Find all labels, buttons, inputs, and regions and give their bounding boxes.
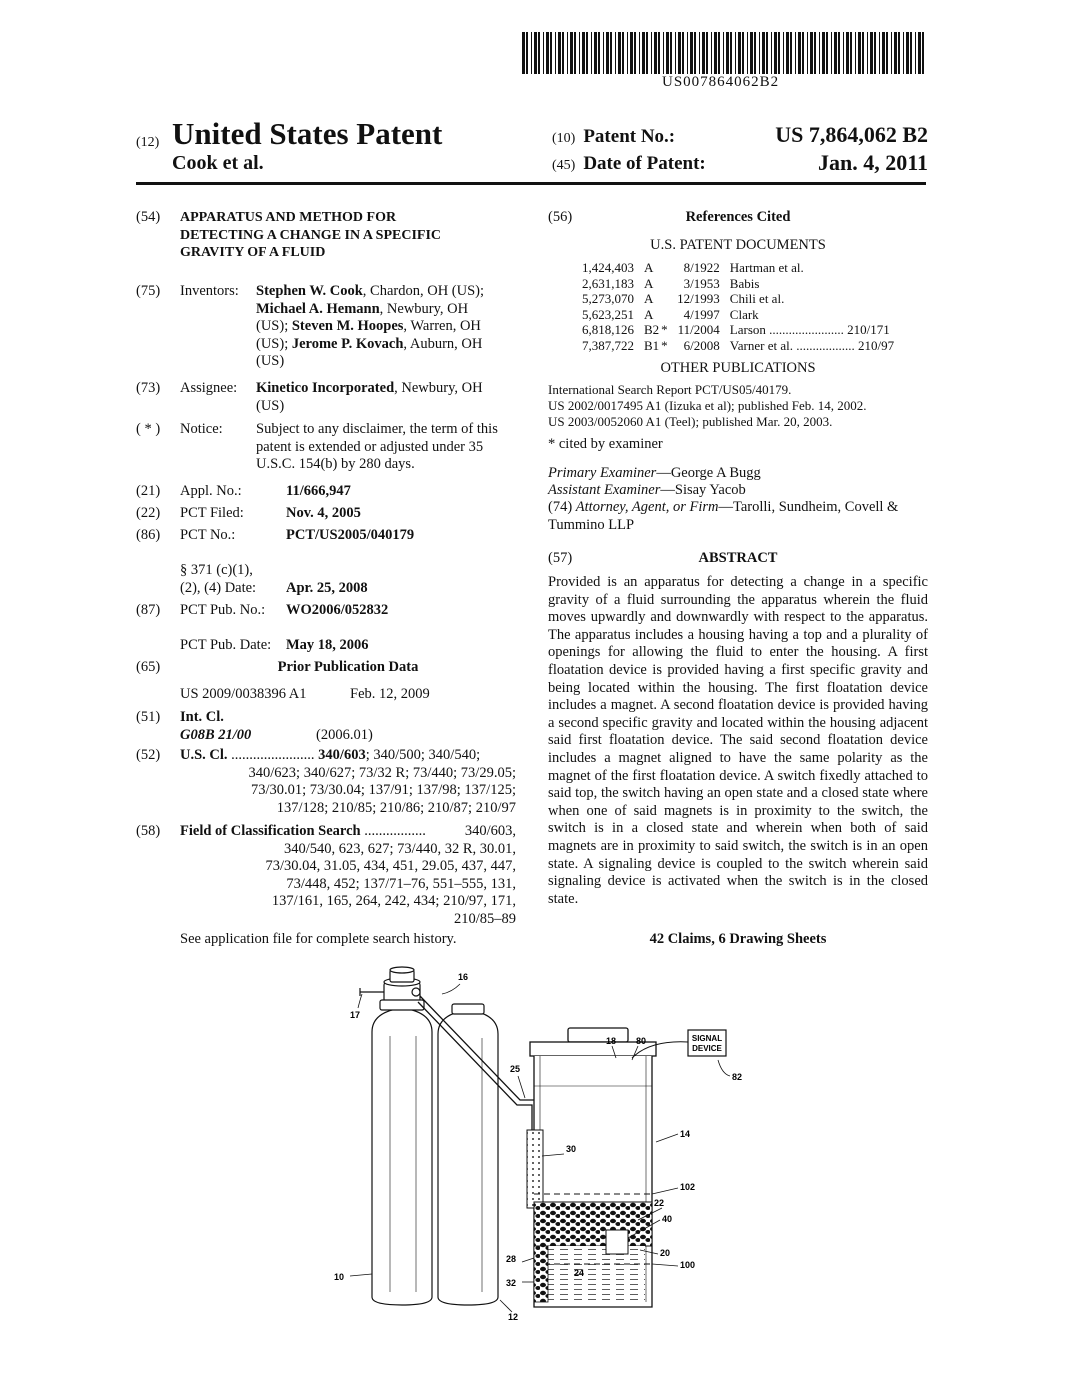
code-notice: ( * ) [136,421,161,437]
prior-pub-date: Feb. 12, 2009 [350,686,430,702]
field-search-first: 340/603, [464,823,516,839]
signal-box-line-2: DEVICE [692,1044,722,1053]
label-28: 28 [506,1254,517,1264]
reference-date: 12/1993 [677,291,720,306]
abstract-text: Provided is an apparatus for detecting a change in a specific gravity of a fluid surrounding the apparatus wherein the fluid moves upwardly and downwardly with respect to the apparatus. The apparatus includes a housing having a top and a plurality of openings for allowing the fluid to enter the housing. A first floatation device is provided having a first specific gravity and being located within the housing. The first floatation device includes a magnet. A second floatation device is provided having a second specific gravity and located within the housing adjacent said first floatation device. The said second floatation device includes a magnet aligned to have the same polarity as the magnet of the first floatation device. A switch fixedly attached to said top, the switch having an open state and a closed state where when one of said magnets is in proximity to the switch, the switch is in a closed state and wherein when both of said magnets are in proximity to said switch, the switch is in an open state. A signaling device is coupled to the switch wherein said signaling device is activated when the switch is in the closed state. [548,574,928,907]
assignee-country: (US) [256,397,285,414]
field-search-dots: ................. [360,823,426,839]
int-cl-year: (2006.01) [316,727,373,743]
reference-number: 6,818,126 [582,322,634,337]
code-57: (57) [548,550,573,566]
attorney-label: Attorney, Agent, or Firm [575,499,719,515]
other-pub-1: International Search Report PCT/US05/40179. [548,382,792,397]
label-12: 12 [508,1312,519,1322]
date-row [552,153,706,175]
reference-date: 8/1922 [683,260,720,275]
reference-row [582,291,898,307]
field-of-search [180,823,516,928]
fluid-region [541,1246,645,1302]
code-45: (45) [552,158,576,173]
pct-filed-value: Nov. 4, 2005 [286,505,361,521]
document-title: United States Patent [172,116,443,151]
reference-row [582,260,898,276]
references-table [582,260,898,353]
reference-date: 4/1997 [683,306,720,322]
appl-no-value: 11/666,947 [286,483,351,499]
tank-2 [438,1004,498,1305]
label-14: 14 [680,1129,691,1139]
reference-kind: B1 [644,337,660,353]
us-cl-line-2: 73/30.01; 73/30.04; 137/91; 137/98; 137/125; [250,782,516,798]
us-cl-line-3: 137/128; 210/85; 210/86; 210/87; 210/97 [276,799,516,816]
code-10: (10) [552,131,576,146]
code-58: (58) [136,823,161,839]
see-application-file: See application file for complete search history. [180,931,457,947]
us-cl [180,747,516,817]
other-pubs [548,382,866,430]
reference-star [661,260,677,276]
inventor-3-country: (US); [256,335,292,352]
prior-pub-heading: Prior Publication Data [277,659,419,675]
code-51: (51) [136,709,161,725]
code-21: (21) [136,483,161,499]
notice-line-2: patent is extended or adjusted under 35 [256,438,484,455]
date-label: Date of Patent: [583,153,706,174]
code-52: (52) [136,747,161,763]
int-cl-label: Int. Cl. [180,709,224,725]
inventor-2-place: , Newbury, OH [379,300,469,317]
patent-no-row [552,126,675,148]
label-17: 17 [350,1010,361,1020]
assignee-place: , Newbury, OH [394,380,483,396]
reference-number: 7,387,722 [582,337,634,353]
label-16: 16 [458,972,469,982]
float-40 [606,1230,628,1254]
inventor-short: Cook et al. [172,152,264,174]
attorney-line-2: Tummino LLP [548,516,635,533]
pct-pub-no-label: PCT Pub. No.: [180,602,266,618]
label-22: 22 [654,1198,665,1208]
us-cl-primary: 340/603 [318,747,366,763]
notice-line-1: Subject to any disclaimer, the term of this [256,421,498,437]
inventors-label: Inventors: [180,283,239,299]
code-65: (65) [136,659,161,675]
primary-examiner [548,465,761,483]
code-87: (87) [136,602,161,618]
reference-star: * [661,322,668,337]
reference-star [661,276,677,292]
gravel-bed [534,1202,652,1246]
field-search-line-1: 340/540, 623, 627; 73/440, 32 R, 30.01, [283,840,516,857]
label-24: 24 [574,1268,585,1278]
invention-title [180,209,441,262]
label-40: 40 [662,1214,673,1224]
code-75: (75) [136,283,161,299]
other-pubs-heading: OTHER PUBLICATIONS [660,360,816,376]
reference-name: Chili et al. [729,291,785,306]
prior-pub-no: US 2009/0038396 A1 [180,686,307,702]
barcode-image [522,32,928,74]
inventor-3-place: , Warren, OH [403,318,481,334]
s371-value: Apr. 25, 2008 [286,580,368,596]
reference-date: 3/1953 [683,275,720,291]
us-cl-rest: ; 340/500; 340/540; [365,747,481,763]
other-pub-3: US 2003/0052060 A1 (Teel); published Mar. 20, 2003. [548,414,833,429]
reference-star [661,291,677,307]
assistant-examiner-label: Assistant Examiner [548,482,661,498]
field-search-line-2: 73/30.04, 31.05, 434, 451, 29.05, 437, 447, [265,858,516,874]
signal-box-line-1: SIGNAL [691,1034,723,1043]
inventor-1: Stephen W. Cook [256,283,363,299]
us-cl-line-1: 340/623; 340/627; 73/32 R; 73/440; 73/29.05; [248,764,516,781]
cited-by-examiner: * cited by examiner [548,436,663,452]
code-73: (73) [136,380,161,396]
tank-1 [372,1008,432,1305]
s371-line-1: § 371 (c)(1), [180,562,253,578]
code-86: (86) [136,527,161,543]
references-heading: References Cited [685,209,791,225]
field-search-line-3: 73/448, 452; 137/71–76, 551–555, 131, [286,875,516,892]
reference-row [582,307,898,323]
left-column [0,0,540,960]
reference-row [582,338,898,354]
barcode-number: US007864062B2 [662,74,780,90]
reference-kind: A [644,275,654,291]
attorney-line-1: —Tarolli, Sundheim, Covell & [718,499,899,515]
field-search-label: Field of Classification Search [180,823,361,839]
code-56: (56) [548,209,573,225]
attorney [548,499,928,534]
other-pub-2: US 2002/0017495 A1 (Iizuka et al); published Feb. 14, 2002. [548,398,867,413]
label-10: 10 [334,1272,345,1282]
notice-label: Notice: [180,421,223,437]
code-54: (54) [136,209,161,225]
patent-number: US 7,864,062 B2 [775,122,928,147]
inventor-2-country: (US); [256,318,292,334]
assistant-examiner [548,482,746,500]
int-cl-class: G08B 21/00 [180,727,252,743]
us-cl-label: U.S. Cl. [180,747,228,763]
reference-star: * [661,337,668,353]
inventor-4-country: (US) [256,353,285,369]
reference-date: 11/2004 [677,322,720,337]
pct-pub-no-value: WO2006/052832 [286,602,389,618]
label-32: 32 [506,1278,517,1288]
reference-number: 5,623,251 [582,306,634,322]
code-12: (12) [136,135,160,150]
inventor-4-place: , Auburn, OH [403,335,483,352]
label-18: 18 [606,1036,617,1046]
assignee-label: Assignee: [180,380,238,396]
code-74: (74) [548,499,576,515]
pct-no-value: PCT/US2005/040179 [286,527,415,543]
assignee-name: Kinetico Incorporated [256,380,395,396]
us-cl-dots: ....................... [227,747,315,763]
patent-no-label: Patent No.: [583,126,676,147]
assignee-value [256,380,521,415]
notice-line-3: U.S.C. 154(b) by 280 days. [256,456,415,472]
reference-star [661,307,677,323]
label-102: 102 [680,1182,696,1192]
field-search-line-4: 137/161, 165, 264, 242, 434; 210/97, 171, [271,893,516,909]
title-line-1: APPARATUS AND METHOD FOR [180,210,397,225]
reference-name: Larson ....................... 210/171 [729,322,890,337]
label-30: 30 [566,1144,577,1154]
label-20: 20 [660,1248,671,1258]
reference-kind: A [644,291,654,306]
float-tube [527,1130,543,1208]
s371-line-2: (2), (4) Date: [180,580,257,596]
pct-pub-date-label: PCT Pub. Date: [180,637,272,653]
reference-date: 6/2008 [683,337,720,353]
inventor-4: Jerome P. Kovach [291,335,404,352]
reference-kind: A [644,306,654,322]
primary-examiner-name: —George A Bugg [656,465,761,481]
label-100: 100 [680,1260,696,1270]
reference-row [582,276,898,292]
us-docs-heading: U.S. PATENT DOCUMENTS [650,237,826,253]
inventor-3: Steven M. Hoopes [291,318,404,334]
reference-name: Clark [729,306,759,322]
label-82: 82 [732,1072,743,1082]
reference-number: 1,424,403 [582,260,634,275]
valve-head [360,967,424,1010]
pct-pub-date-value: May 18, 2006 [286,637,369,653]
title-line-3: GRAVITY OF A FLUID [180,245,326,260]
notice-value [256,421,518,474]
label-25: 25 [510,1064,521,1074]
reference-number: 2,631,183 [582,275,634,291]
patent-date: Jan. 4, 2011 [817,150,928,175]
patent-figure [320,962,760,1322]
primary-examiner-label: Primary Examiner [548,465,657,481]
abstract-heading: ABSTRACT [698,550,778,566]
code-22: (22) [136,505,161,521]
inventor-1-place: , Chardon, OH (US); [362,283,485,299]
appl-no-label: Appl. No.: [180,483,242,499]
reference-name: Hartman et al. [729,260,804,275]
field-search-line-5: 210/85–89 [453,910,516,927]
pct-filed-label: PCT Filed: [180,505,244,521]
reference-name: Babis [729,275,760,291]
label-80: 80 [636,1036,647,1046]
title-line-2: DETECTING A CHANGE IN A SPECIFIC [180,227,442,243]
reference-kind: B2 [644,322,660,337]
inventor-2: Michael A. Hemann [256,300,380,317]
assistant-examiner-name: —Sisay Yacob [660,482,746,498]
pct-no-label: PCT No.: [180,527,236,543]
openings-32 [534,1246,548,1302]
reference-number: 5,273,070 [582,291,634,306]
reference-kind: A [644,260,654,275]
reference-name: Varner et al. .................. 210/97 [729,337,895,353]
claims-sheets: 42 Claims, 6 Drawing Sheets [649,931,827,947]
inventors-value [256,283,521,371]
reference-row [582,322,898,338]
